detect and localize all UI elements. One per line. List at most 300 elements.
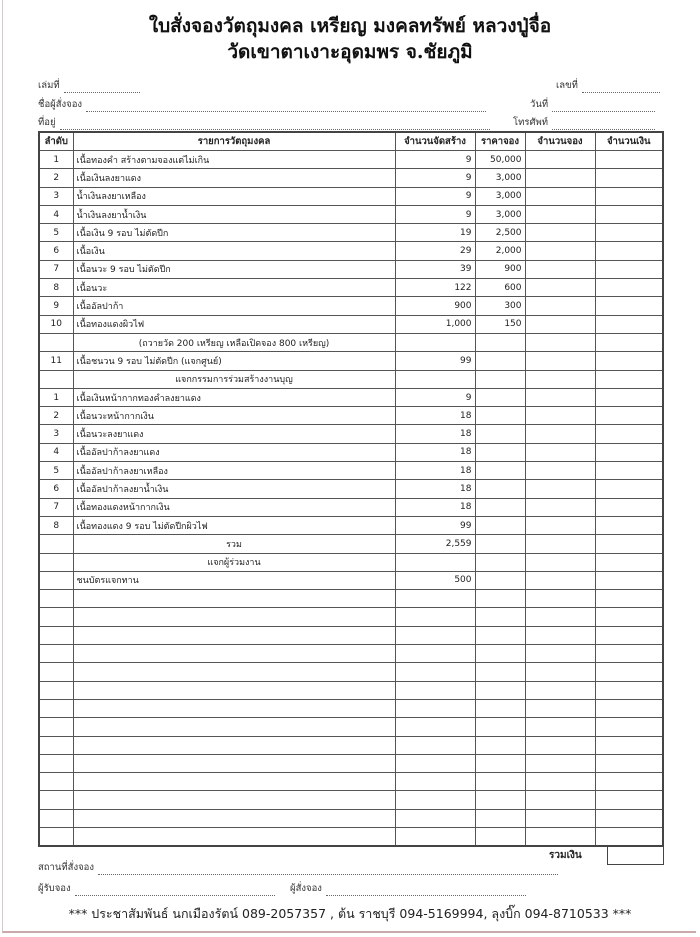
row-price: [475, 516, 525, 534]
table-row: [39, 187, 663, 205]
row-price: 900: [475, 260, 525, 278]
row-created-qty: 99: [395, 352, 475, 370]
row-order-qty-input[interactable]: [525, 791, 595, 809]
row-item-name: น้ำเงินลงยาน้ำเงิน: [73, 205, 395, 223]
row-price: [475, 407, 525, 425]
row-amount-input[interactable]: [595, 425, 663, 443]
row-item-input[interactable]: [73, 773, 395, 791]
row-item-input[interactable]: [73, 754, 395, 772]
row-item-name: เนื้อชนวน 9 รอบ ไม่ตัดปีก (แจกศูนย์): [73, 352, 395, 370]
row-item-name: เนื้อเงิน: [73, 242, 395, 260]
empty-table-row: [39, 827, 663, 846]
book-no-label: เล่มที่: [38, 80, 60, 91]
book-no-input[interactable]: [64, 83, 140, 93]
table-row: [39, 205, 663, 223]
row-order-qty-input[interactable]: [525, 754, 595, 772]
row-amount-input[interactable]: [595, 791, 663, 809]
row-price: [475, 352, 525, 370]
row-amount-input[interactable]: [595, 462, 663, 480]
phone-input[interactable]: [552, 120, 655, 130]
row-order-qty-input[interactable]: [525, 333, 595, 351]
row-item-name: เนื้ออัลปาก้าลงยาเหลือง: [73, 462, 395, 480]
orderer-field[interactable]: [290, 881, 526, 896]
row-number: 11: [39, 352, 73, 370]
row-order-qty-input[interactable]: [525, 699, 595, 717]
row-price: [475, 608, 525, 626]
row-created-qty: [395, 645, 475, 663]
row-created-qty: [395, 773, 475, 791]
row-order-qty-input[interactable]: [525, 535, 595, 553]
row-created-qty: 18: [395, 498, 475, 516]
row-item-name: เนื้อนวะหน้ากากเงิน: [73, 407, 395, 425]
row-amount-input[interactable]: [595, 443, 663, 461]
row-amount-input[interactable]: [595, 736, 663, 754]
row-amount-input[interactable]: [595, 535, 663, 553]
row-order-qty-input[interactable]: [525, 297, 595, 315]
table-row: [39, 498, 663, 516]
empty-table-row: [39, 608, 663, 626]
row-created-qty: [395, 736, 475, 754]
row-item-name: เนื้อทองแดงผิวไฟ: [73, 315, 395, 333]
row-created-qty: [395, 754, 475, 772]
row-amount-input[interactable]: [595, 224, 663, 242]
row-item-input[interactable]: [73, 608, 395, 626]
row-number: [39, 827, 73, 846]
row-amount-input[interactable]: [595, 151, 663, 169]
orderer-label: ผู้สั่งจอง: [290, 883, 322, 894]
table-row: [39, 425, 663, 443]
row-order-qty-input[interactable]: [525, 462, 595, 480]
receiver-field[interactable]: [38, 881, 275, 896]
row-item-name: เนื้อเงินลงยาแดง: [73, 169, 395, 187]
row-order-qty-input[interactable]: [525, 645, 595, 663]
row-item-name: น้ำเงินลงยาเหลือง: [73, 187, 395, 205]
date-label: วันที่: [530, 99, 549, 110]
row-number: [39, 773, 73, 791]
row-number: 4: [39, 443, 73, 461]
place-field[interactable]: [38, 860, 558, 875]
row-created-qty: [395, 809, 475, 827]
empty-table-row: [39, 718, 663, 736]
footer-contact: *** ประชาสัมพันธ์ นกเมืองรัตน์ 089-2057357 , ต้น ราชบุรี 094-5169994, ลุงบิ๊ก 094-8710533 ***: [68, 906, 632, 921]
row-amount-input[interactable]: [595, 260, 663, 278]
row-amount-input[interactable]: [595, 681, 663, 699]
row-number: 4: [39, 205, 73, 223]
row-price: [475, 736, 525, 754]
row-price: 50,000: [475, 151, 525, 169]
table-row: [39, 352, 663, 370]
row-order-qty-input[interactable]: [525, 151, 595, 169]
row-created-qty: 500: [395, 571, 475, 589]
row-number: 8: [39, 516, 73, 534]
row-price: [475, 754, 525, 772]
row-amount-input[interactable]: [595, 352, 663, 370]
row-amount-input[interactable]: [595, 242, 663, 260]
row-item-name: แจกผู้ร่วมงาน: [73, 553, 395, 571]
order-table: [38, 131, 664, 847]
table-row: [39, 169, 663, 187]
row-number: [39, 590, 73, 608]
row-price: [475, 645, 525, 663]
row-order-qty-input[interactable]: [525, 718, 595, 736]
row-number: [39, 736, 73, 754]
row-item-input[interactable]: [73, 718, 395, 736]
row-price: 2,500: [475, 224, 525, 242]
row-order-qty-input[interactable]: [525, 590, 595, 608]
row-created-qty: 9: [395, 388, 475, 406]
row-order-qty-input[interactable]: [525, 480, 595, 498]
table-row: [39, 388, 663, 406]
total-amount-input[interactable]: [607, 847, 664, 865]
table-row: [39, 224, 663, 242]
row-created-qty: 2,559: [395, 535, 475, 553]
table-row: [39, 279, 663, 297]
row-amount-input[interactable]: [595, 498, 663, 516]
row-created-qty: 9: [395, 169, 475, 187]
row-number: [39, 718, 73, 736]
row-item-name: เนื้ออัลปาก้าลงยาน้ำเงิน: [73, 480, 395, 498]
row-order-qty-input[interactable]: [525, 169, 595, 187]
row-amount-input[interactable]: [595, 205, 663, 223]
row-price: [475, 663, 525, 681]
table-row: [39, 151, 663, 169]
row-order-qty-input[interactable]: [525, 498, 595, 516]
row-amount-input[interactable]: [595, 169, 663, 187]
row-price: [475, 425, 525, 443]
row-price: 2,000: [475, 242, 525, 260]
row-created-qty: 18: [395, 462, 475, 480]
row-price: [475, 571, 525, 589]
receiver-input[interactable]: [75, 886, 275, 896]
row-amount-input[interactable]: [595, 279, 663, 297]
row-item-name: รวม: [73, 535, 395, 553]
row-number: 1: [39, 151, 73, 169]
row-created-qty: [395, 699, 475, 717]
receiver-label: ผู้รับจอง: [38, 883, 71, 894]
row-price: 600: [475, 279, 525, 297]
row-amount-input[interactable]: [595, 626, 663, 644]
row-order-qty-input[interactable]: [525, 626, 595, 644]
empty-table-row: [39, 809, 663, 827]
number-field[interactable]: [556, 78, 660, 93]
row-number: [39, 608, 73, 626]
row-price: [475, 443, 525, 461]
date-input[interactable]: [552, 102, 655, 112]
row-number: [39, 626, 73, 644]
row-item-name: เนื้อทองคำ สร้างตามจองแต่ไม่เกิน: [73, 151, 395, 169]
row-number: [39, 571, 73, 589]
table-row: [39, 297, 663, 315]
address-label: ที่อยู่: [38, 117, 56, 128]
row-price: 300: [475, 297, 525, 315]
row-amount-input[interactable]: [595, 645, 663, 663]
row-item-name: (ถวายวัด 200 เหรียญ เหลือเปิดจอง 800 เหรียญ): [73, 333, 395, 351]
row-price: [475, 590, 525, 608]
row-order-qty-input[interactable]: [525, 608, 595, 626]
empty-table-row: [39, 699, 663, 717]
empty-table-row: [39, 736, 663, 754]
row-created-qty: [395, 663, 475, 681]
row-number: [39, 663, 73, 681]
table-header-row: [39, 132, 663, 151]
row-price: [475, 388, 525, 406]
table-row: [39, 443, 663, 461]
table-row: [39, 480, 663, 498]
row-item-name: เนื้อนวะ: [73, 279, 395, 297]
row-order-qty-input[interactable]: [525, 773, 595, 791]
row-item-name: เนื้อทองแดง 9 รอบ ไม่ตัดปีกผิวไฟ: [73, 516, 395, 534]
row-amount-input[interactable]: [595, 516, 663, 534]
row-number: [39, 791, 73, 809]
row-created-qty: 122: [395, 279, 475, 297]
row-number: 2: [39, 169, 73, 187]
empty-table-row: [39, 773, 663, 791]
row-number: [39, 645, 73, 663]
row-number: [39, 681, 73, 699]
row-number: 1: [39, 388, 73, 406]
header-amount: จำนวนเงิน: [595, 132, 663, 151]
empty-table-row: [39, 645, 663, 663]
form-subtitle: วัดเขาตาเงาะอุดมพร จ.ชัยภูมิ: [227, 41, 473, 63]
row-number: 6: [39, 480, 73, 498]
row-number: 5: [39, 224, 73, 242]
table-row: [39, 315, 663, 333]
row-order-qty-input[interactable]: [525, 827, 595, 846]
row-created-qty: 9: [395, 187, 475, 205]
row-number: 10: [39, 315, 73, 333]
row-amount-input[interactable]: [595, 809, 663, 827]
row-order-qty-input[interactable]: [525, 425, 595, 443]
row-price: [475, 827, 525, 846]
row-number: [39, 699, 73, 717]
row-price: [475, 480, 525, 498]
row-number: 7: [39, 260, 73, 278]
row-created-qty: [395, 827, 475, 846]
row-price: 3,000: [475, 169, 525, 187]
row-created-qty: 18: [395, 407, 475, 425]
row-price: [475, 718, 525, 736]
row-created-qty: 18: [395, 443, 475, 461]
row-created-qty: 19: [395, 224, 475, 242]
row-amount-input[interactable]: [595, 571, 663, 589]
row-price: [475, 699, 525, 717]
row-created-qty: 39: [395, 260, 475, 278]
row-order-qty-input[interactable]: [525, 370, 595, 388]
table-row: [39, 333, 663, 351]
row-price: [475, 681, 525, 699]
row-amount-input[interactable]: [595, 827, 663, 846]
row-amount-input[interactable]: [595, 388, 663, 406]
row-amount-input[interactable]: [595, 754, 663, 772]
row-amount-input[interactable]: [595, 187, 663, 205]
row-order-qty-input[interactable]: [525, 352, 595, 370]
form-title: ใบสั่งจองวัตถุมงคล เหรียญ มงคลทรัพย์ หลวงปู่จื่อ: [148, 15, 552, 37]
row-price: [475, 535, 525, 553]
row-price: [475, 498, 525, 516]
row-number: 2: [39, 407, 73, 425]
row-amount-input[interactable]: [595, 407, 663, 425]
table-row: [39, 260, 663, 278]
place-input[interactable]: [98, 865, 558, 875]
row-order-qty-input[interactable]: [525, 443, 595, 461]
orderer-name-input[interactable]: [86, 102, 486, 112]
row-item-input[interactable]: [73, 699, 395, 717]
header-order-qty: จำนวนจอง: [525, 132, 595, 151]
row-created-qty: [395, 590, 475, 608]
empty-table-row: [39, 590, 663, 608]
table-row: [39, 370, 663, 388]
row-order-qty-input[interactable]: [525, 736, 595, 754]
row-item-name: เนื้อทองแดงหน้ากากเงิน: [73, 498, 395, 516]
row-created-qty: [395, 370, 475, 388]
row-order-qty-input[interactable]: [525, 260, 595, 278]
row-order-qty-input[interactable]: [525, 809, 595, 827]
row-item-input[interactable]: [73, 590, 395, 608]
row-price: 3,000: [475, 187, 525, 205]
row-order-qty-input[interactable]: [525, 681, 595, 699]
empty-table-row: [39, 754, 663, 772]
address-input[interactable]: [60, 120, 490, 130]
row-number: 6: [39, 242, 73, 260]
row-order-qty-input[interactable]: [525, 388, 595, 406]
row-item-input[interactable]: [73, 663, 395, 681]
row-amount-input[interactable]: [595, 315, 663, 333]
row-created-qty: [395, 791, 475, 809]
row-price: 150: [475, 315, 525, 333]
row-created-qty: 18: [395, 480, 475, 498]
row-order-qty-input[interactable]: [525, 242, 595, 260]
row-item-name: เนื้อนวะลงยาแดง: [73, 425, 395, 443]
row-item-name: เนื้ออัลปาก้า: [73, 297, 395, 315]
row-number: 7: [39, 498, 73, 516]
row-order-qty-input[interactable]: [525, 224, 595, 242]
row-item-input[interactable]: [73, 827, 395, 846]
row-item-name: แจกกรรมการร่วมสร้างงานบุญ: [73, 370, 395, 388]
row-item-input[interactable]: [73, 645, 395, 663]
table-row: [39, 553, 663, 571]
row-created-qty: [395, 553, 475, 571]
row-order-qty-input[interactable]: [525, 571, 595, 589]
phone-field[interactable]: [513, 115, 655, 130]
row-amount-input[interactable]: [595, 370, 663, 388]
row-number: [39, 809, 73, 827]
book-no-field[interactable]: [38, 78, 140, 93]
row-item-input[interactable]: [73, 681, 395, 699]
row-price: [475, 791, 525, 809]
row-amount-input[interactable]: [595, 699, 663, 717]
row-number: [39, 535, 73, 553]
row-created-qty: 9: [395, 151, 475, 169]
row-created-qty: 18: [395, 425, 475, 443]
row-created-qty: [395, 626, 475, 644]
place-label: สถานที่สั่งจอง: [38, 862, 94, 873]
row-item-name: เนื้อนวะ 9 รอบ ไม่ตัดปีก: [73, 260, 395, 278]
row-price: [475, 462, 525, 480]
empty-table-row: [39, 791, 663, 809]
row-number: 3: [39, 187, 73, 205]
row-amount-input[interactable]: [595, 608, 663, 626]
row-order-qty-input[interactable]: [525, 516, 595, 534]
table-row: [39, 571, 663, 589]
row-number: [39, 333, 73, 351]
row-price: [475, 333, 525, 351]
row-price: 3,000: [475, 205, 525, 223]
empty-table-row: [39, 663, 663, 681]
phone-label: โทรศัพท์: [513, 117, 549, 128]
row-order-qty-input[interactable]: [525, 205, 595, 223]
total-label: รวมเงิน: [549, 850, 582, 861]
row-item-input[interactable]: [73, 736, 395, 754]
row-amount-input[interactable]: [595, 773, 663, 791]
row-amount-input[interactable]: [595, 590, 663, 608]
orderer-name-field[interactable]: [38, 97, 486, 112]
row-amount-input[interactable]: [595, 553, 663, 571]
row-created-qty: 9: [395, 205, 475, 223]
table-row: [39, 242, 663, 260]
row-amount-input[interactable]: [595, 718, 663, 736]
row-order-qty-input[interactable]: [525, 279, 595, 297]
row-item-name: ชนบัตรแจกทาน: [73, 571, 395, 589]
row-item-input[interactable]: [73, 626, 395, 644]
row-item-name: เนื้อเงิน 9 รอบ ไม่ตัดปีก: [73, 224, 395, 242]
row-number: [39, 553, 73, 571]
row-number: [39, 754, 73, 772]
row-created-qty: 29: [395, 242, 475, 260]
header-no: ลำดับ: [39, 132, 73, 151]
row-item-name: เนื้ออัลปาก้าลงยาแดง: [73, 443, 395, 461]
row-order-qty-input[interactable]: [525, 187, 595, 205]
row-price: [475, 370, 525, 388]
row-item-input[interactable]: [73, 809, 395, 827]
row-price: [475, 809, 525, 827]
empty-table-row: [39, 681, 663, 699]
row-created-qty: [395, 333, 475, 351]
row-created-qty: 1,000: [395, 315, 475, 333]
empty-table-row: [39, 626, 663, 644]
address-field[interactable]: [38, 115, 490, 130]
row-number: 5: [39, 462, 73, 480]
table-row: [39, 462, 663, 480]
header-item: รายการวัตถุมงคล: [73, 132, 395, 151]
table-row: [39, 407, 663, 425]
row-created-qty: [395, 608, 475, 626]
row-amount-input[interactable]: [595, 333, 663, 351]
row-number: 3: [39, 425, 73, 443]
orderer-name-label: ชื่อผู้สั่งจอง: [38, 99, 83, 110]
orderer-input[interactable]: [326, 886, 526, 896]
row-created-qty: [395, 718, 475, 736]
row-order-qty-input[interactable]: [525, 553, 595, 571]
row-created-qty: 900: [395, 297, 475, 315]
header-created-qty: จำนวนจัดสร้าง: [395, 132, 475, 151]
row-price: [475, 773, 525, 791]
row-price: [475, 553, 525, 571]
row-item-name: เนื้อเงินหน้ากากทองคำลงยาแดง: [73, 388, 395, 406]
date-field[interactable]: [530, 97, 655, 112]
row-amount-input[interactable]: [595, 297, 663, 315]
number-input[interactable]: [582, 83, 660, 93]
row-order-qty-input[interactable]: [525, 663, 595, 681]
row-number: [39, 370, 73, 388]
row-amount-input[interactable]: [595, 663, 663, 681]
table-row: [39, 535, 663, 553]
row-order-qty-input[interactable]: [525, 315, 595, 333]
row-order-qty-input[interactable]: [525, 407, 595, 425]
row-item-input[interactable]: [73, 791, 395, 809]
table-row: [39, 516, 663, 534]
row-amount-input[interactable]: [595, 480, 663, 498]
number-label: เลขที่: [556, 80, 578, 91]
